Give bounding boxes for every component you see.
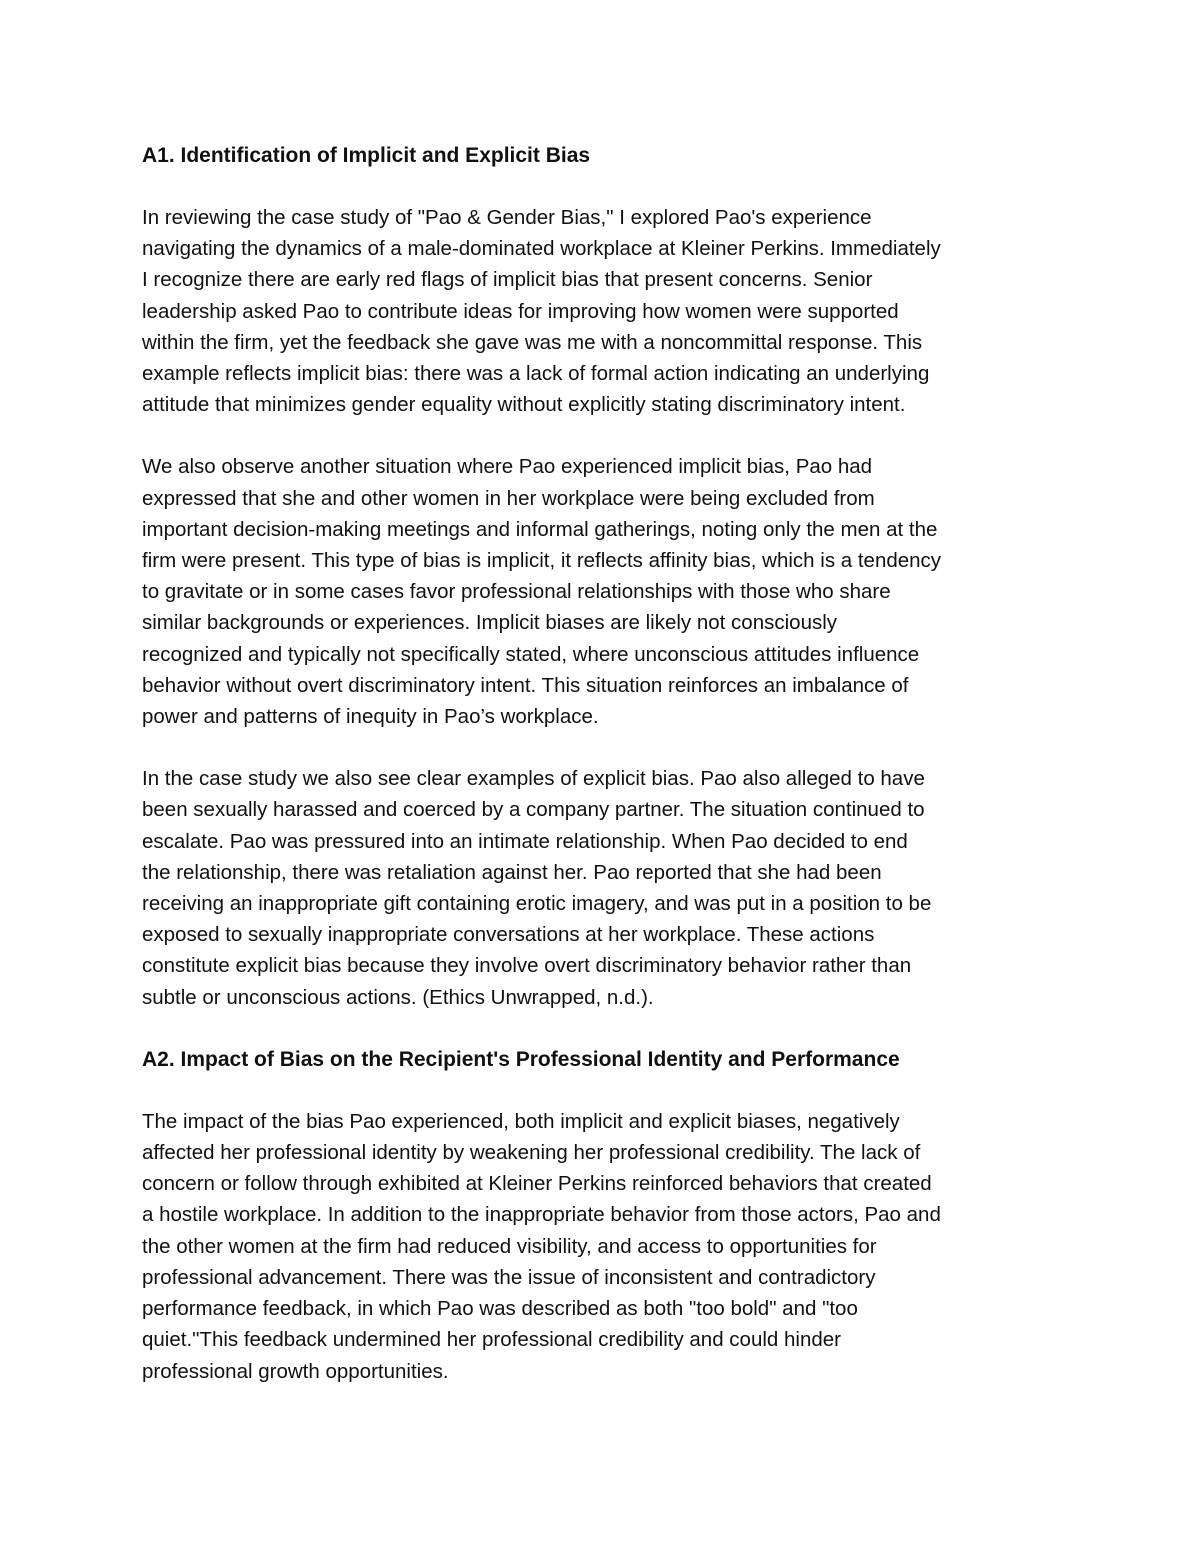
paragraph-line: firm were present. This type of bias is implicit, it reflects affinity bias, which is a tendency [142,549,942,573]
section-heading-a2: A2. Impact of Bias on the Recipient's Professional Identity and Performance [142,1047,900,1071]
paragraph-line: the relationship, there was retaliation against her. Pao reported that she had been [142,860,882,884]
paragraph-line: professional advancement. There was the issue of inconsistent and contradictory [142,1265,876,1289]
paragraph-line: navigating the dynamics of a male-dominated workplace at Kleiner Perkins. Immediately [142,237,941,261]
document-page [142,140,1072,1418]
paragraph [142,1106,1072,1387]
paragraph-line: constitute explicit bias because they involve overt discriminatory behavior rather than [142,954,912,978]
paragraph-line: receiving an inappropriate gift containing erotic imagery, and was put in a position to be [142,892,932,916]
paragraph-line: professional growth opportunities. [142,1359,449,1383]
paragraph-line: attitude that minimizes gender equality without explicitly stating discriminatory intent. [142,393,906,417]
section-body-a1 [142,202,1072,1013]
paragraph-line: power and patterns of inequity in Pao’s workplace. [142,705,599,729]
paragraph-line: similar backgrounds or experiences. Implicit biases are likely not consciously [142,611,838,635]
paragraph-line: In the case study we also see clear examples of explicit bias. Pao also alleged to have [142,767,925,791]
section-heading-a1: A1. Identification of Implicit and Explicit Bias [142,144,591,167]
paragraph-line: affected her professional identity by weakening her professional credibility. The lack of [142,1141,921,1165]
paragraph-line: behavior without overt discriminatory intent. This situation reinforces an imbalance of [142,673,909,697]
paragraph [142,451,1072,732]
paragraph-line: subtle or unconscious actions. (Ethics Unwrapped, n.d.). [142,985,654,1009]
paragraph-line: recognized and typically not specifically stated, where unconscious attitudes influence [142,642,920,666]
paragraph-line: The impact of the bias Pao experienced, both implicit and explicit biases, negatively [142,1109,900,1133]
paragraph-line: concern or follow through exhibited at Kleiner Perkins reinforced behaviors that created [142,1172,932,1196]
paragraph-line: performance feedback, in which Pao was described as both "too bold" and "too [142,1297,858,1321]
paragraph-line: within the firm, yet the feedback she gave was me with a noncommittal response. This [142,330,923,354]
paragraph-line: example reflects implicit bias: there was a lack of formal action indicating an underlying [142,362,930,386]
paragraph-line: I recognize there are early red flags of implicit bias that present concerns. Senior [142,268,873,292]
paragraph-line: expressed that she and other women in her workplace were being excluded from [142,486,875,510]
paragraph-line: the other women at the firm had reduced visibility, and access to opportunities for [142,1234,877,1258]
section-body-a2 [142,1106,1072,1387]
paragraph-line: been sexually harassed and coerced by a company partner. The situation continued to [142,798,925,822]
paragraph [142,202,1072,420]
paragraph-line: quiet."This feedback undermined her professional credibility and could hinder [142,1328,841,1352]
paragraph-line: We also observe another situation where Pao experienced implicit bias, Pao had [142,455,873,479]
paragraph-line: leadership asked Pao to contribute ideas for improving how women were supported [142,299,899,323]
paragraph-line: In reviewing the case study of "Pao & Gender Bias," I explored Pao's experience [142,206,872,229]
paragraph-line: escalate. Pao was pressured into an intimate relationship. When Pao decided to end [142,829,908,853]
paragraph-line: a hostile workplace. In addition to the inappropriate behavior from those actors, Pao and [142,1203,941,1227]
paragraph-line: to gravitate or in some cases favor professional relationships with those who share [142,580,891,604]
paragraph-line: exposed to sexually inappropriate conversations at her workplace. These actions [142,923,875,947]
paragraph [142,763,1072,1013]
paragraph-line: important decision-making meetings and informal gatherings, noting only the men at the [142,517,938,541]
